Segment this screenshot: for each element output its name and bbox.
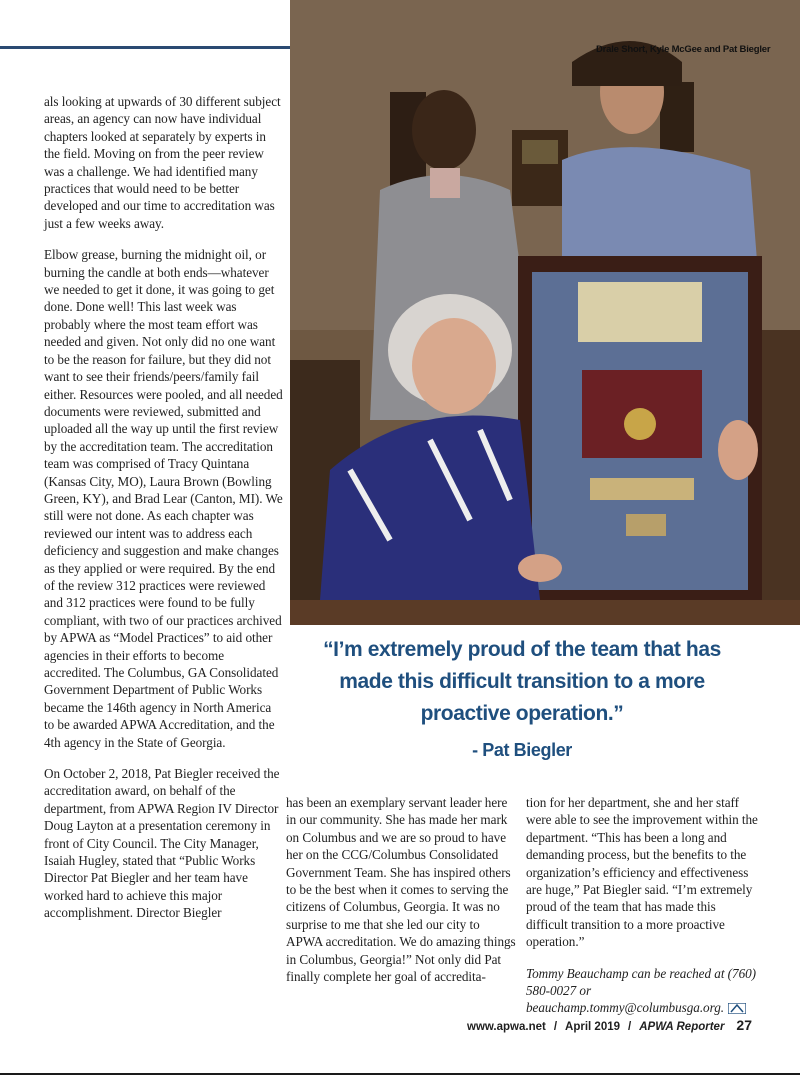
footer-publication: APWA Reporter: [639, 1021, 725, 1033]
article-column-3: [526, 794, 758, 1018]
top-rule: [0, 46, 290, 49]
article-paragraph: On October 2, 2018, Pat Biegler received the accreditation award, on behalf of the department, from APWA Region IV Director Doug Layton at a presentation ceremony in front of City Council. The City Manager, Isaiah Hugley, stated that “Public Works Director Pat Biegler and her team have worked hard to achieve this major accomplishment. Director Biegler: [44, 766, 280, 921]
pull-quote: [296, 634, 748, 766]
footer-url: www.apwa.net: [467, 1021, 546, 1033]
footer-separator: /: [628, 1021, 632, 1033]
pull-quote-author: - Pat Biegler: [472, 740, 572, 760]
page-number: 27: [736, 1017, 752, 1033]
page-footer: [400, 1017, 752, 1033]
footer-date: April 2019: [565, 1021, 621, 1033]
article-paragraph: Elbow grease, burning the midnight oil, or burning the candle at both ends—whatever we needed to get it done, it was going to get done. Done well! This last week was probably where the most team effort was needed and given. Not only did no one want to be the reason for failure, but they did not want to see their friends/peers/family fail either. Resources were pooled, and all needed documents were reviewed, submitted and uploaded all the way up until the first review by the accreditation team. The accreditation team was comprised of Tracy Quintana (Kansas City, MO), Laura Brown (Bowling Green, KY), and Brad Lear (Canton, MI). We still were not done. As each chapter was reviewed our intent was to address each deficiency and suggestion and make changes as they applied or were required. By the end of the review 312 practices were reviewed and 312 practices were found to be fully compliant, with two of our practices archived by APWA as “Model Practices” to aid other agencies in their efforts to become accredited. The Columbus, GA Consolidated Government Department of Public Works became the 146th agency in North America to be awarded APWA Accreditation, and the 4th agency in the State of Georgia.: [44, 247, 283, 750]
article-paragraph: als looking at upwards of 30 different subject areas, an agency can now have individual chapters looked at separately by experts in the field. Moving on from the peer review was a challenge. We had identified many practices that would need to be better developed and our time to accreditation was just a few weeks away.: [44, 94, 281, 231]
article-paragraph: has been an exemplary servant leader here in our community. She has made her mark on Columbus and we are so proud to have her on the CCG/Columbus Consolidated Government Team. She has inspired others to be the best when it comes to serving the citizens of Columbus, Georgia. It was no surprise to me that she led our city to APWA accreditation. We do amazing things in Columbus, Georgia!” Not only did Pat finally complete her goal of accredita-: [286, 795, 516, 985]
award-photo: [290, 0, 800, 625]
apwa-end-mark-icon: [728, 1001, 746, 1018]
contact-text: Tommy Beauchamp can be reached at (760) 580-0027 or beauchamp.tommy@columbusga.org.: [526, 965, 756, 1016]
article-paragraph: tion for her department, she and her staff were able to see the improvement within the department. “This has been a long and demanding process, but the benefits to the organization’s efficiency and effectiveness are huge,” Pat Biegler said. “I’m extremely proud of the team that has made this difficult transition to a more proactive operation.”: [526, 795, 758, 950]
footer-separator: /: [553, 1021, 558, 1033]
pull-quote-text: “I’m extremely proud of the team that has made this difficult transition to a more proactive operation.”: [323, 638, 721, 725]
article-column-2: [286, 794, 516, 999]
photo-caption: Drale Short, Kyle McGee and Pat Biegler: [596, 44, 771, 55]
contact-info: [526, 965, 758, 1018]
article-column-1: [44, 93, 284, 936]
